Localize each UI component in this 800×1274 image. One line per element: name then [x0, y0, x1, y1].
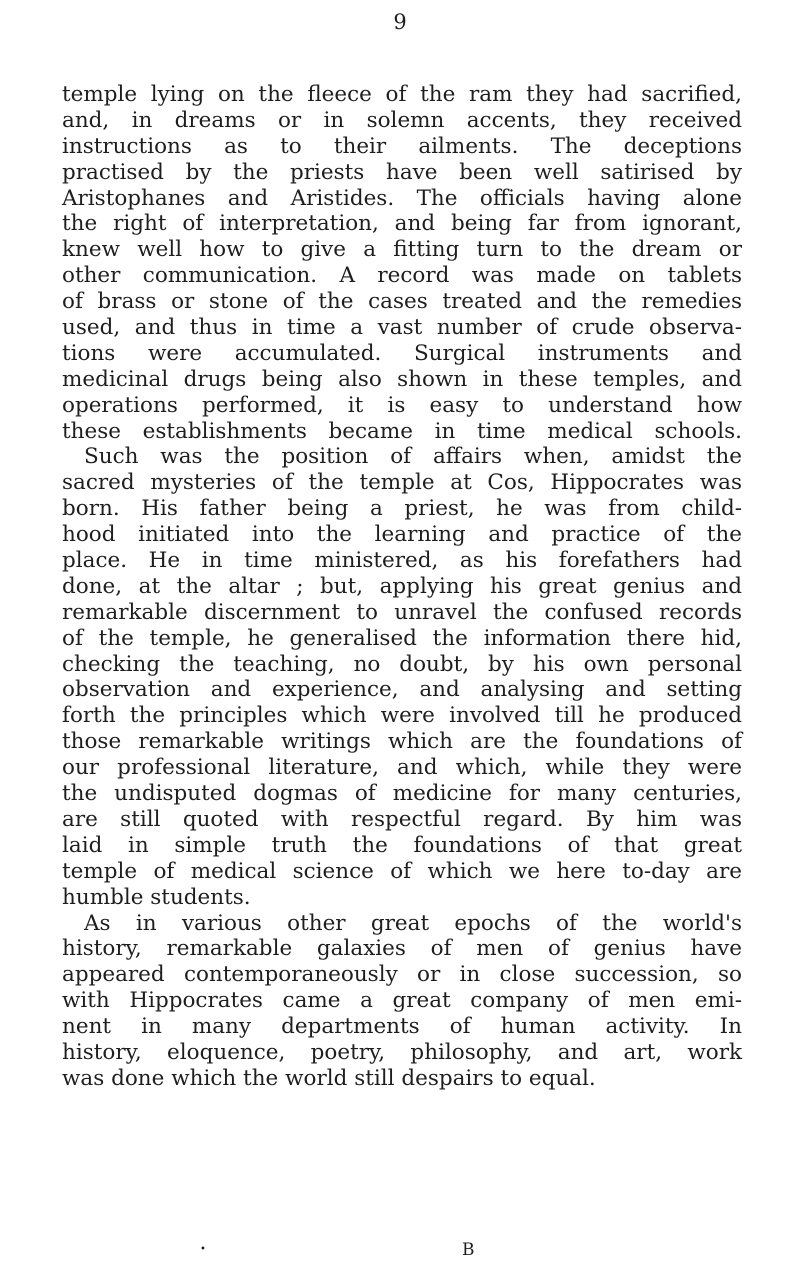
text-line: Such was the position of affairs when, amidst the	[84, 444, 742, 470]
text-line: of brass or stone of the cases treated and the remedies	[62, 289, 742, 315]
text-line: temple of medical science of which we here to-day are	[62, 858, 742, 884]
signature-area	[0, 1240, 800, 1264]
text-line: operations performed, it is easy to understand how	[62, 392, 742, 418]
text-line: As in various other great epochs of the world's	[84, 910, 742, 936]
text-line: with Hippocrates came a great company of men emi-	[62, 988, 742, 1014]
text-line: history, eloquence, poetry, philosophy, and art, work	[62, 1039, 742, 1065]
text-line: instructions as to their ailments. The deceptions	[62, 133, 742, 159]
text-line: medicinal drugs being also shown in these temples, and	[62, 366, 742, 392]
text-line: born. His father being a priest, he was from child-	[62, 496, 742, 522]
text-line: the right of interpretation, and being far from ignorant,	[62, 211, 742, 237]
printer-mark-bullet: •	[200, 1244, 206, 1255]
text-line: was done which the world still despairs to equal.	[62, 1065, 596, 1091]
text-line: history, remarkable galaxies of men of genius have	[62, 936, 742, 962]
text-line: other communication. A record was made on tablets	[62, 263, 742, 289]
text-line: of the temple, he generalised the information there hid,	[62, 625, 742, 651]
text-line: done, at the altar ; but, applying his great genius and	[62, 573, 742, 599]
text-line: are still quoted with respectful regard. By him was	[62, 806, 742, 832]
text-line: hood initiated into the learning and practice of the	[62, 522, 742, 548]
text-line: remarkable discernment to unravel the confused records	[62, 599, 742, 625]
text-line: nent in many departments of human activity. In	[62, 1014, 742, 1040]
signature-mark: B	[462, 1240, 475, 1260]
body-text	[62, 82, 742, 1092]
text-line: the undisputed dogmas of medicine for many centuries,	[62, 781, 742, 807]
text-line: used, and thus in time a vast number of crude observa-	[62, 315, 742, 341]
text-line: practised by the priests have been well satirised by	[62, 159, 742, 185]
text-line: forth the principles which were involved till he produced	[62, 703, 742, 729]
text-line: place. He in time ministered, as his forefathers had	[62, 548, 742, 574]
page-number: 9	[393, 10, 407, 34]
text-line: those remarkable writings which are the foundations of	[62, 729, 742, 755]
text-line: appeared contemporaneously or in close succession, so	[62, 962, 742, 988]
text-line: checking the teaching, no doubt, by his own personal	[62, 651, 742, 677]
text-line: humble students.	[62, 884, 251, 910]
text-line: observation and experience, and analysing and setting	[62, 677, 742, 703]
text-line: and, in dreams or in solemn accents, they received	[62, 107, 742, 133]
text-line: these establishments became in time medical schools.	[62, 418, 742, 444]
text-line: laid in simple truth the foundations of that great	[62, 832, 742, 858]
text-line: tions were accumulated. Surgical instruments and	[62, 340, 742, 366]
text-line: knew well how to give a fitting turn to the dream or	[62, 237, 742, 263]
text-line: sacred mysteries of the temple at Cos, Hippocrates was	[62, 470, 742, 496]
text-line: Aristophanes and Aristides. The officials having alone	[62, 185, 742, 211]
text-line: our professional literature, and which, while they were	[62, 755, 742, 781]
text-line: temple lying on the fleece of the ram they had sacrified,	[62, 82, 742, 107]
